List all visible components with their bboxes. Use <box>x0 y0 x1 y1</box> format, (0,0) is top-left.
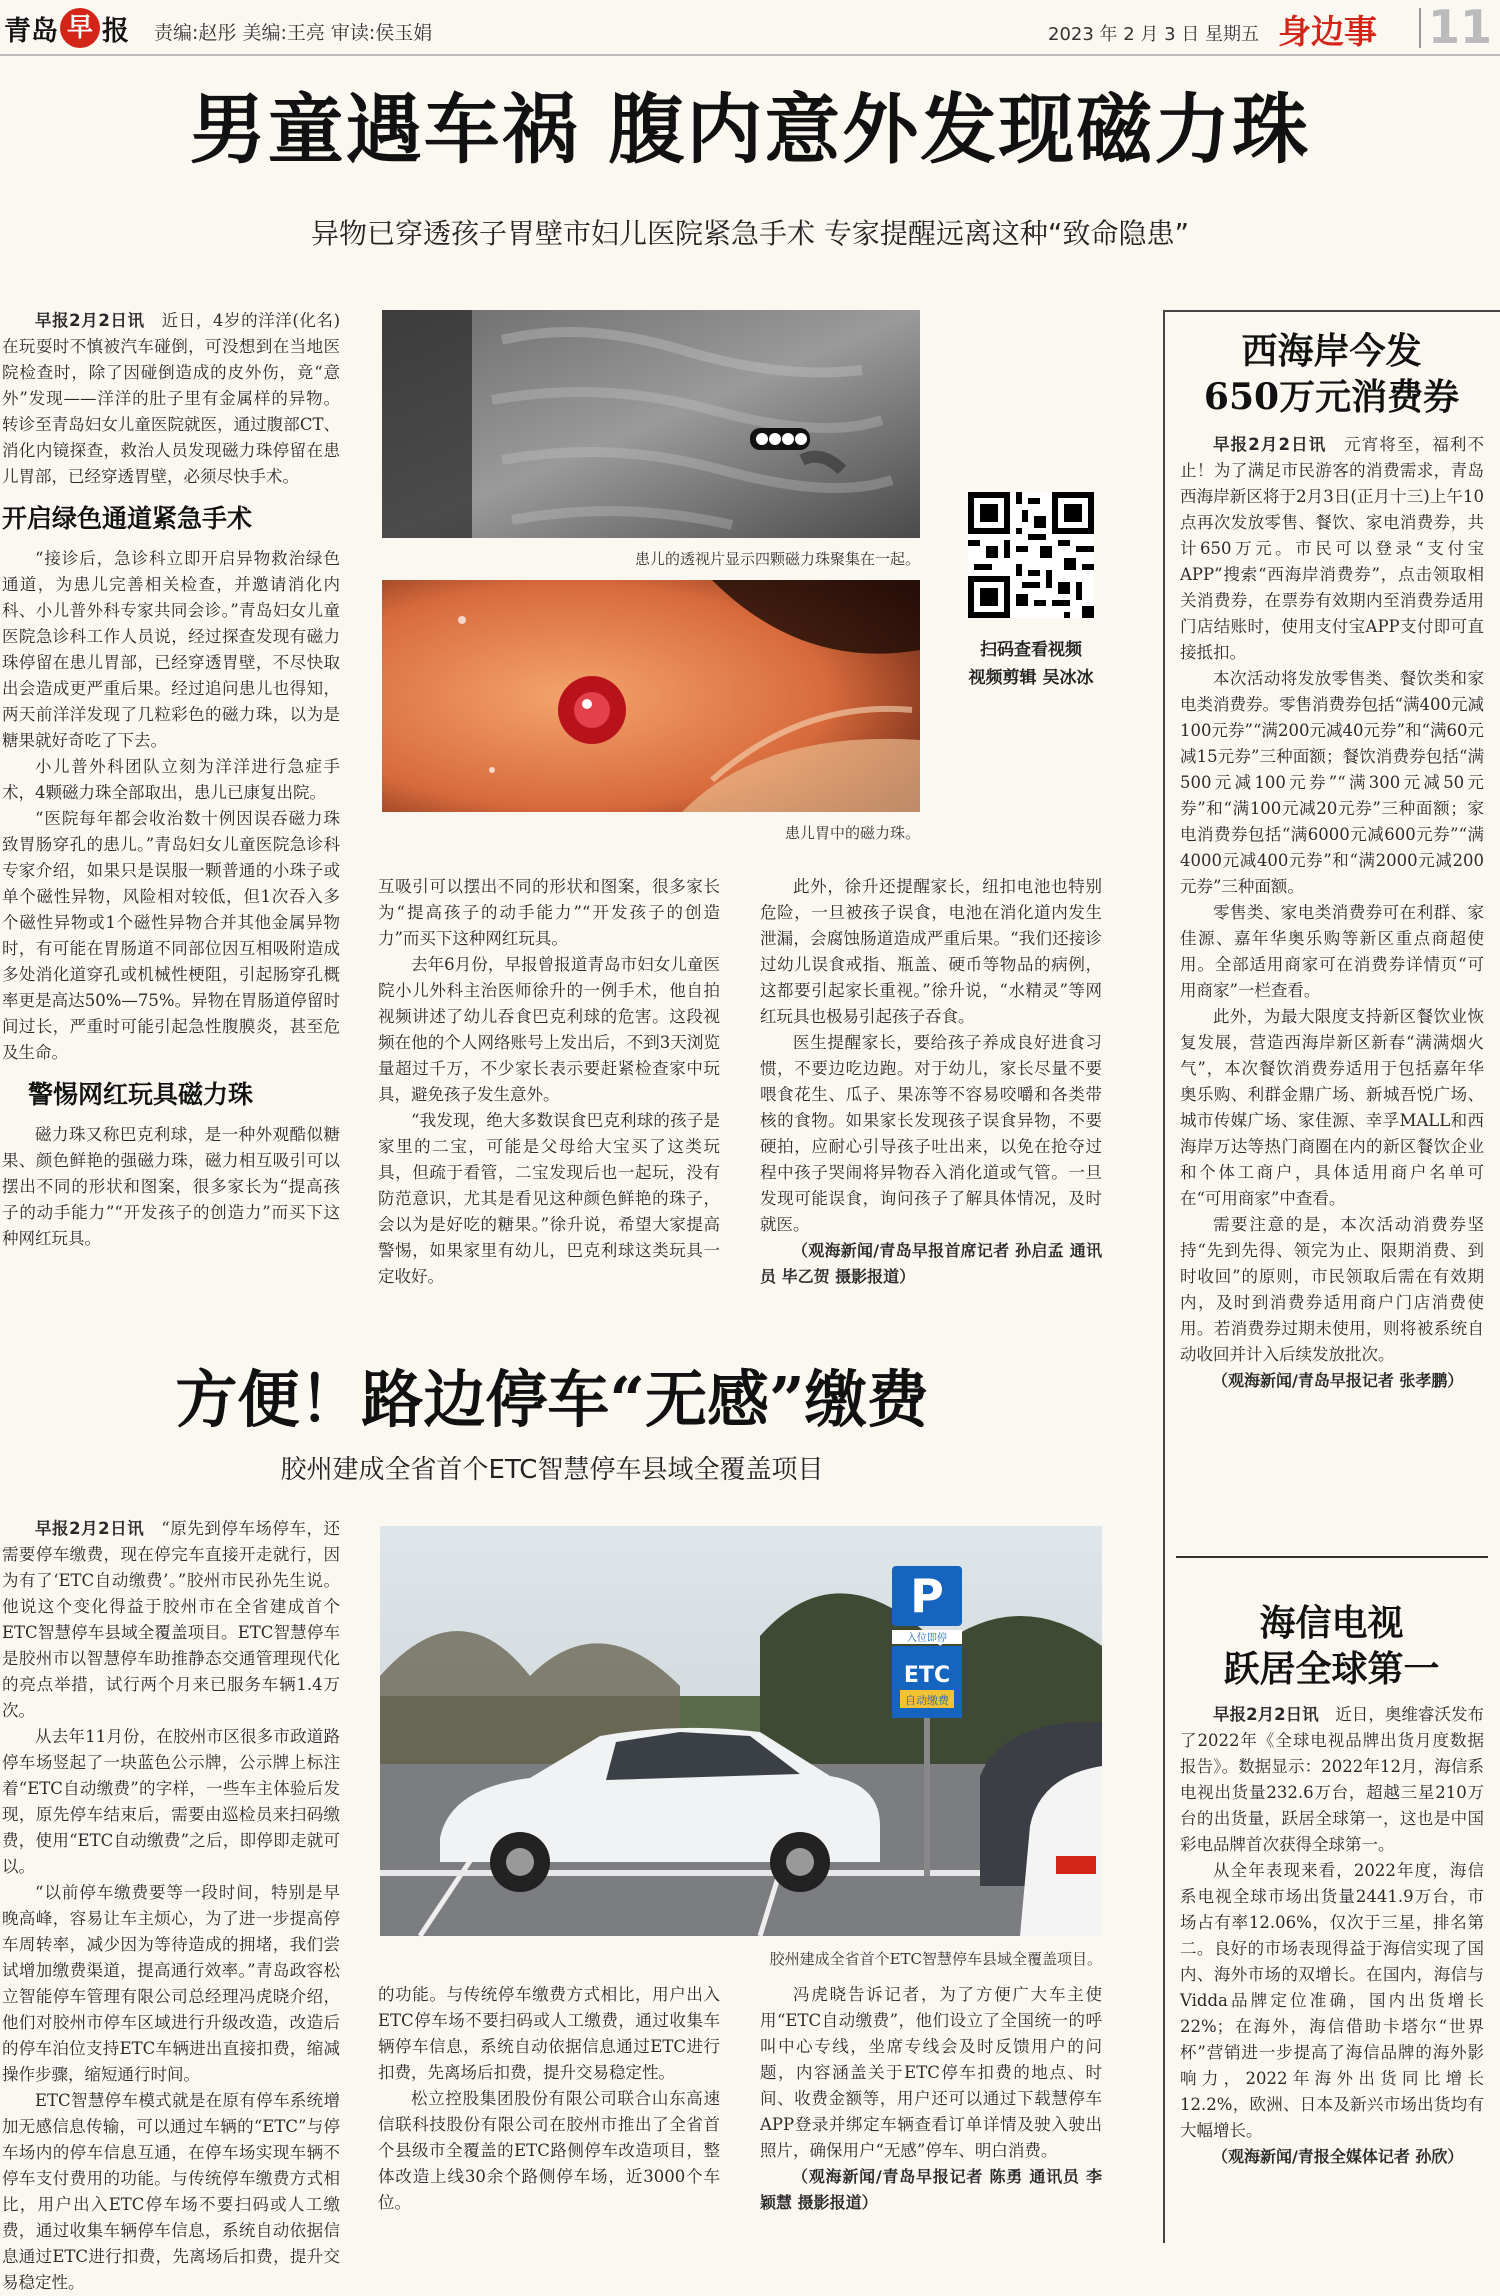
header-divider <box>1419 8 1421 48</box>
story1-column-2 <box>378 874 720 1314</box>
story1-subhead-1: 开启绿色通道紧急手术 <box>2 504 253 533</box>
parking-sign-etc: ETC <box>903 1663 951 1688</box>
story1-paragraph-continued: 互吸引可以摆出不同的形状和图案，很多家长为“提高孩子的动手能力”“开发孩子的创造力”而买下这种网红玩具。 <box>378 877 720 948</box>
story2-subtitle: 胶州建成全省首个ETC智慧停车县域全覆盖项目 <box>280 1455 824 1485</box>
parking-caption: 胶州建成全省首个ETC智慧停车县域全覆盖项目。 <box>769 1950 1102 1968</box>
side2-paragraph: 从全年表现来看，2022年度，海信系电视全球市场出货量2441.9万台，市场占有率12.06%，仅次于三星，排名第二。良好的市场表现得益于海信实现了国内、海外市场的双增长。在国内，海信与Vidda品牌定位准确，国内出货增长22%；在海外，海信借助卡塔尔“世界杯”营销进一步提高了海信品牌的海外影响力，2022年海外出货同比增长12.2%，欧洲、日本及新兴市场出货均有大幅增长。 <box>1180 1861 1484 2140</box>
story2-column-2 <box>378 1982 720 2243</box>
story1-paragraph: “我发现，绝大多数误食巴克利球的孩子是家里的二宝，可能是父母给大宝买了这类玩具，但疏于看管，二宝发现后也一起玩，没有防范意识，尤其是看见这种颜色鲜艳的珠子，会以为是好吃的糖果。”徐升说，希望大家提高警惕，如果家里有幼儿，巴克利球这类玩具一定收好。 <box>378 1111 720 1286</box>
logo-text-right: 报 <box>102 15 129 47</box>
endoscope-caption: 患儿胃中的磁力珠。 <box>784 824 920 842</box>
story2-column-3 <box>760 1982 1102 2243</box>
qr-code-icon <box>968 492 1094 618</box>
side1-byline: （观海新闻/青岛早报记者 张孝鹏） <box>1212 1371 1464 1390</box>
endoscope-photo <box>382 580 920 812</box>
side2-body <box>1180 1702 1484 2243</box>
side1-title-line1: 西海岸今发 <box>1241 330 1422 372</box>
xray-image <box>382 310 920 538</box>
story1-paragraph: “接诊后，急诊科立即开启异物救治绿色通道，为患儿完善相关检查，并邀请消化内科、小儿普外科专家共同会诊。”青岛妇女儿童医院急诊科工作人员说，经过探查发现有磁力珠停留在患儿胃部，已经穿透胃壁，不尽快取出会造成更严重后果。经过追问患儿也得知，两天前洋洋发现了几粒彩色的磁力珠，以为是糖果就好奇吃了下去。 <box>2 549 340 750</box>
newspaper-logo <box>4 6 129 50</box>
logo-text-left: 青岛 <box>4 15 58 47</box>
page-number: 11 <box>1428 0 1493 54</box>
side2-title-line2: 跃居全球第一 <box>1223 1648 1440 1690</box>
side1-paragraph: 本次活动将发放零售类、餐饮类和家电类消费券。零售消费券包括“满400元减100元券”“满200元减40元券”和“满60元减15元券”三种面额；餐饮消费券包括“满500元减100元券”“满300元减50元券”和“满100元减20元券”三种面额；家电消费券包括“满6000元减600元券”“满4000元减400元券”和“满2000元减200元券”三种面额。 <box>1180 669 1484 896</box>
story2-paragraph: 冯虎晓告诉记者，为了方便广大车主使用“ETC自动缴费”，他们设立了全国统一的呼叫中心专线，坐席专线会及时反馈用户的问题，内容涵盖关于ETC停车扣费的地点、时间、收费金额等，用户还可以通过下载慧停车APP登录并绑定车辆查看订单详情及驶入驶出照片，确保用户“无感”停车、明白消费。 <box>760 1985 1102 2160</box>
story2-paragraph-continued: 的功能。与传统停车缴费方式相比，用户出入ETC停车场不要扫码或人工缴费，通过收集车辆停车信息，系统自动依据信息通过ETC进行扣费，先离场后扣费，提升交易稳定性。 <box>378 1985 720 2082</box>
story2-title: 方便！路边停车“无感”缴费 <box>175 1363 929 1436</box>
xray-photo <box>382 310 920 538</box>
parking-photo <box>380 1526 1102 1936</box>
endoscope-image <box>382 580 920 812</box>
story1-title: 男童遇车祸 腹内意外发现磁力珠 <box>189 85 1311 174</box>
logo-mark: 早 <box>60 8 100 48</box>
page-header <box>0 0 1500 56</box>
story2-paragraph: ETC智慧停车模式就是在原有停车系统增加无感信息传输，可以通过车辆的“ETC”与停车场内的停车信息互通，在停车场实现车辆不停车支付费用的功能。与传统停车缴费方式相比，用户出入ETC停车场不要扫码或人工缴费，通过收集车辆停车信息，系统自动依据信息通过ETC进行扣费，先离场后扣费，提升交易稳定性。 <box>2 2091 340 2292</box>
side1-paragraph: 零售类、家电类消费券可在利群、家佳源、嘉年华奥乐购等新区重点商超使用。全部适用商家可在消费券详情页“可用商家”一栏查看。 <box>1180 903 1484 1000</box>
qr-caption <box>940 636 1122 692</box>
story1-column-1 <box>2 308 340 1314</box>
story2-paragraph: 从去年11月份，在胶州市区很多市政道路停车场竖起了一块蓝色公示牌，公示牌上标注着“ETC自动缴费”的字样，一些车主体验后发现，原先停车结束后，需要由巡检员来扫码缴费，使用“ETC自动缴费”之后，即停即走就可以。 <box>2 1727 340 1876</box>
story1-paragraph: 此外，徐升还提醒家长，纽扣电池也特别危险，一旦被孩子误食，电池在消化道内发生泄漏，会腐蚀肠道造成严重后果。“我们还接诊过幼儿误食戒指、瓶盖、硬币等物品的病例，这都要引起家长重视。”徐升说，“水精灵”等网红玩具也极易引起孩子吞食。 <box>760 877 1102 1026</box>
side2-title-line1: 海信电视 <box>1259 1602 1404 1644</box>
qr-code[interactable] <box>968 492 1094 618</box>
side1-title <box>1163 328 1500 420</box>
parking-sign-autopay: 自动缴费 <box>905 1694 949 1707</box>
story2-paragraph: “以前停车缴费要等一段时间，特别是早晚高峰，容易让车主烦心，为了进一步提高停车周转率，减少因为等待造成的拥堵，我们尝试增加缴费渠道，提高通行效率。”青岛政容松立智能停车管理有限公司总经理冯虎晓介绍，他们对胶州市停车区域进行升级改造，改造后的停车泊位支持ETC车辆进出直接扣费，缩减操作步骤，缩短通行时间。 <box>2 1883 340 2084</box>
section-name: 身边事 <box>1278 12 1377 51</box>
side1-paragraph: 需要注意的是，本次活动消费券坚持“先到先得、领完为止、限期消费、到时收回”的原则，市民领取后需在有效期内，及时到消费券适用商户门店消费使用。若消费券过期未使用，则将被系统自动收回并计入后续发放批次。 <box>1180 1215 1484 1364</box>
issue-date: 2023 年 2 月 3 日 星期五 <box>1048 24 1260 45</box>
story1-column-3 <box>760 874 1102 1314</box>
story2-byline: （观海新闻/青岛早报记者 陈勇 通讯员 李颖慧 摄影报道） <box>760 2167 1102 2212</box>
xray-caption: 患儿的透视片显示四颗磁力珠聚集在一起。 <box>634 550 920 568</box>
story2-paragraph: 早报2月2日讯 “原先到停车场停车，还需要停车缴费，现在停完车直接开走就行，因为有了‘ETC自动缴费’。”胶州市民孙先生说。他说这个变化得益于胶州市在全省建成首个ETC智慧停车县域全覆盖项目。ETC智慧停车是胶州市以智慧停车助推静态交通管理现代化的亮点举措，试行两个月来已服务车辆1.4万次。 <box>2 1519 341 1720</box>
side2-title <box>1163 1600 1500 1692</box>
side1-title-line2: 650万元消费券 <box>1203 376 1460 418</box>
story2-paragraph: 松立控股集团股份有限公司联合山东高速信联科技股份有限公司在胶州市推出了全省首个县级市全覆盖的ETC路侧停车改造项目，整体改造上线30余个路侧停车场，近3000个车位。 <box>378 2089 720 2212</box>
story1-paragraph: 去年6月份，早报曾报道青岛市妇女儿童医院小儿外科主治医师徐升的一例手术，他自拍视频讲述了幼儿吞食巴克利球的危害。这段视频在他的个人网络账号上发出后，不到3天浏览量超过千万，不少家长表示要赶紧检查家中玩具，避免孩子发生意外。 <box>378 955 720 1104</box>
story1-paragraph: 医生提醒家长，要给孩子养成良好进食习惯，不要边吃边跑。对于幼儿，家长尽量不要喂食花生、瓜子、果冻等不容易咬嚼和各类带核的食物。如果家长发现孩子误食异物，不要硬拍，应耐心引导孩子吐出来，以免在抢夺过程中孩子哭闹将异物吞入消化道或气管。一旦发现可能误食，询问孩子了解具体情况，及时就医。 <box>760 1033 1102 1234</box>
story1-subtitle: 异物已穿透孩子胃壁市妇儿医院紧急手术 专家提醒远离这种“致命隐患” <box>311 217 1189 250</box>
story1-paragraph: 磁力珠又称巴克利球，是一种外观酷似糖果、颜色鲜艳的强磁力珠，磁力相互吸引可以摆出不同的形状和图案，很多家长为“提高孩子的动手能力”“开发孩子的创造力”而买下这种网红玩具。 <box>2 1125 340 1248</box>
side1-paragraph: 此外，为最大限度支持新区餐饮业恢复发展，营造西海岸新区新春“满满烟火气”，本次餐饮消费券适用于包括嘉年华奥乐购、利群金鼎广场、新城吾悦广场、城市传媒广场、家佳源、幸孚MALL和西海岸万达等热门商圈在内的新区餐饮企业和个体工商户，具体适用商户名单可在“可用商家”中查看。 <box>1180 1007 1484 1208</box>
story1-subhead-2: 警惕网红玩具磁力珠 <box>28 1080 254 1109</box>
side1-body <box>1180 432 1484 1542</box>
story1-byline: （观海新闻/青岛早报首席记者 孙启孟 通讯员 毕乙贺 摄影报道） <box>760 1241 1102 1286</box>
parking-sign-p: P <box>910 1569 944 1623</box>
qr-caption-line2: 视频剪辑 吴冰冰 <box>968 668 1094 688</box>
sidebar-divider <box>1176 1556 1488 1558</box>
story2-column-1 <box>2 1516 341 2292</box>
parking-image <box>380 1526 1102 1936</box>
story1-paragraph: 早报2月2日讯 近日，4岁的洋洋(化名)在玩耍时不慎被汽车碰倒，可没想到在当地医院检查时，除了因碰倒造成的皮外伤，竟“意外”发现——洋洋的肚子里有金属样的异物。转诊至青岛妇女儿童医院就医，通过腹部CT、消化内镜探查，救治人员发现磁力珠停留在患儿胃部，已经穿透胃壁，必须尽快手术。 <box>2 311 341 486</box>
story1-paragraph: “医院每年都会收治数十例因误吞磁力珠致胃肠穿孔的患儿。”青岛妇女儿童医院急诊科专家介绍，如果只是误服一颗普通的小珠子或单个磁性异物，风险相对较低，但1次吞入多个磁性异物或1个磁性异物合并其他金属异物时，有可能在胃肠道不同部位因互相吸附造成多处消化道穿孔或机械性梗阻，引起肠穿孔概率更是高达50%—75%。异物在胃肠道停留时间过长，严重时可能引起急性腹膜炎，甚至危及生命。 <box>2 809 340 1062</box>
editor-credits: 责编:赵彤 美编:王亮 审读:侯玉娟 <box>154 22 433 44</box>
side2-paragraph: 早报2月2日讯 近日，奥维睿沃发布了2022年《全球电视品牌出货月度数据报告》。数据显示：2022年12月，海信系电视出货量232.6万台，超越三星210万台的出货量，跃居全球第一，这也是中国彩电品牌首次获得全球第一。 <box>1180 1705 1485 1854</box>
side2-byline: （观海新闻/青报全媒体记者 孙欣） <box>1212 2147 1464 2166</box>
side1-paragraph: 早报2月2日讯 元宵将至，福利不止！为了满足市民游客的消费需求，青岛西海岸新区将于2月3日(正月十三)上午10点再次发放零售、餐饮、家电消费券，共计650万元。市民可以登录“支付宝APP”搜索“西海岸消费券”，点击领取相关消费券，在票券有效期内至消费券适用门店结账时，使用支付宝APP支付即可直接抵扣。 <box>1180 435 1485 662</box>
parking-sign-label: 入位即停 <box>907 1633 947 1644</box>
qr-caption-line1: 扫码查看视频 <box>980 640 1082 660</box>
story1-paragraph: 小儿普外科团队立刻为洋洋进行急症手术，4颗磁力珠全部取出，患儿已康复出院。 <box>2 757 340 802</box>
